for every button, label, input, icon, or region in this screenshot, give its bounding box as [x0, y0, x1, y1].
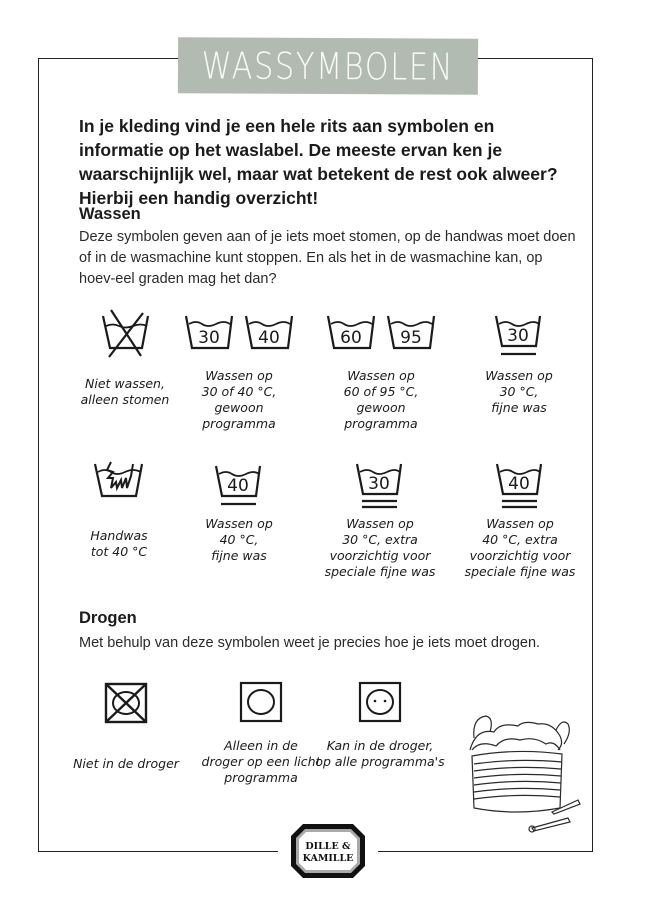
- caption: Wassen op 40 °C, fijne was: [205, 516, 273, 563]
- symbol-handwash: [64, 458, 174, 560]
- wash-30-40-icon: [184, 312, 294, 356]
- tumble-dry-low-icon: [236, 680, 286, 726]
- section-desc-drogen: Met behulp van deze symbolen weet je precies hoe je iets moet drogen.: [79, 635, 541, 651]
- caption: Niet in de droger: [73, 756, 179, 771]
- temp-label: 40: [508, 474, 530, 494]
- symbol-wash-30-40: [180, 312, 298, 432]
- caption: Alleen in de droger op een licht programma: [201, 738, 321, 785]
- no-tumble-dry-icon: [102, 680, 150, 726]
- symbol-no-tumble-dry: [70, 680, 182, 772]
- symbol-wash-30-delicate: [464, 312, 574, 416]
- handwash-icon: [91, 458, 147, 504]
- page-title: WASSYMBOLEN: [201, 43, 455, 89]
- title-banner: [178, 37, 478, 95]
- tumble-dry-normal-icon: [355, 680, 405, 726]
- wash-40-delicate-icon: [214, 462, 264, 508]
- caption: Wassen op 30 of 40 °C, gewoon programma: [201, 368, 277, 431]
- logo-line1: DILLE &: [305, 841, 351, 852]
- wash-60-95-icon: [326, 312, 436, 356]
- temp-label: 30: [198, 328, 220, 348]
- symbol-tumble-dry-normal: [310, 680, 450, 770]
- caption: Wassen op 40 °C, extra voorzichtig voor speciale fijne was: [464, 516, 576, 579]
- section-title-wassen: Wassen: [79, 205, 141, 223]
- symbol-tumble-dry-low: [196, 680, 326, 786]
- symbol-no-wash: [70, 308, 180, 408]
- symbol-wash-30-very-delicate: [310, 460, 450, 580]
- temp-label: 30: [368, 474, 390, 494]
- wash-30-delicate-icon: [494, 312, 544, 358]
- temp-label: 95: [400, 328, 422, 348]
- caption: Wassen op 30 °C, fijne was: [485, 368, 553, 415]
- no-wash-icon: [97, 308, 153, 358]
- caption: Kan in de droger, op alle programma's: [315, 738, 445, 769]
- temp-label: 40: [227, 476, 249, 496]
- temp-label: 60: [340, 328, 362, 348]
- section-desc-wassen: Deze symbolen geven aan of je iets moet stomen, op de handwas moet doen of in de wasmachine kunt stoppen. En als het in de wasmachine kan, op hoev-eel graden mag het dan?: [79, 229, 576, 287]
- caption: Handwas tot 40 °C: [90, 528, 148, 559]
- symbol-wash-40-delicate: [184, 462, 294, 564]
- intro-text: In je kleding vind je een hele rits aan symbolen en informatie op het waslabel. De meeste ervan ken je waarschijnlijk wel, maar wat betekent de rest ook alweer? Hierbij een handig overzicht!: [79, 116, 558, 208]
- temp-label: 30: [507, 326, 529, 346]
- caption: Niet wassen, alleen stomen: [80, 376, 170, 407]
- wash-30-very-delicate-icon: [355, 460, 405, 512]
- caption: Wassen op 60 of 95 °C, gewoon programma: [343, 368, 419, 431]
- section-title-drogen: Drogen: [79, 609, 137, 627]
- logo-line2: KAMILLE: [302, 853, 354, 864]
- symbol-wash-60-95: [322, 312, 440, 432]
- laundry-basket-illustration: [460, 710, 590, 835]
- symbol-wash-40-very-delicate: [450, 460, 590, 580]
- wash-40-very-delicate-icon: [495, 460, 545, 512]
- temp-label: 40: [258, 328, 280, 348]
- caption: Wassen op 30 °C, extra voorzichtig voor speciale fijne was: [324, 516, 436, 579]
- dille-kamille-logo: [289, 822, 367, 880]
